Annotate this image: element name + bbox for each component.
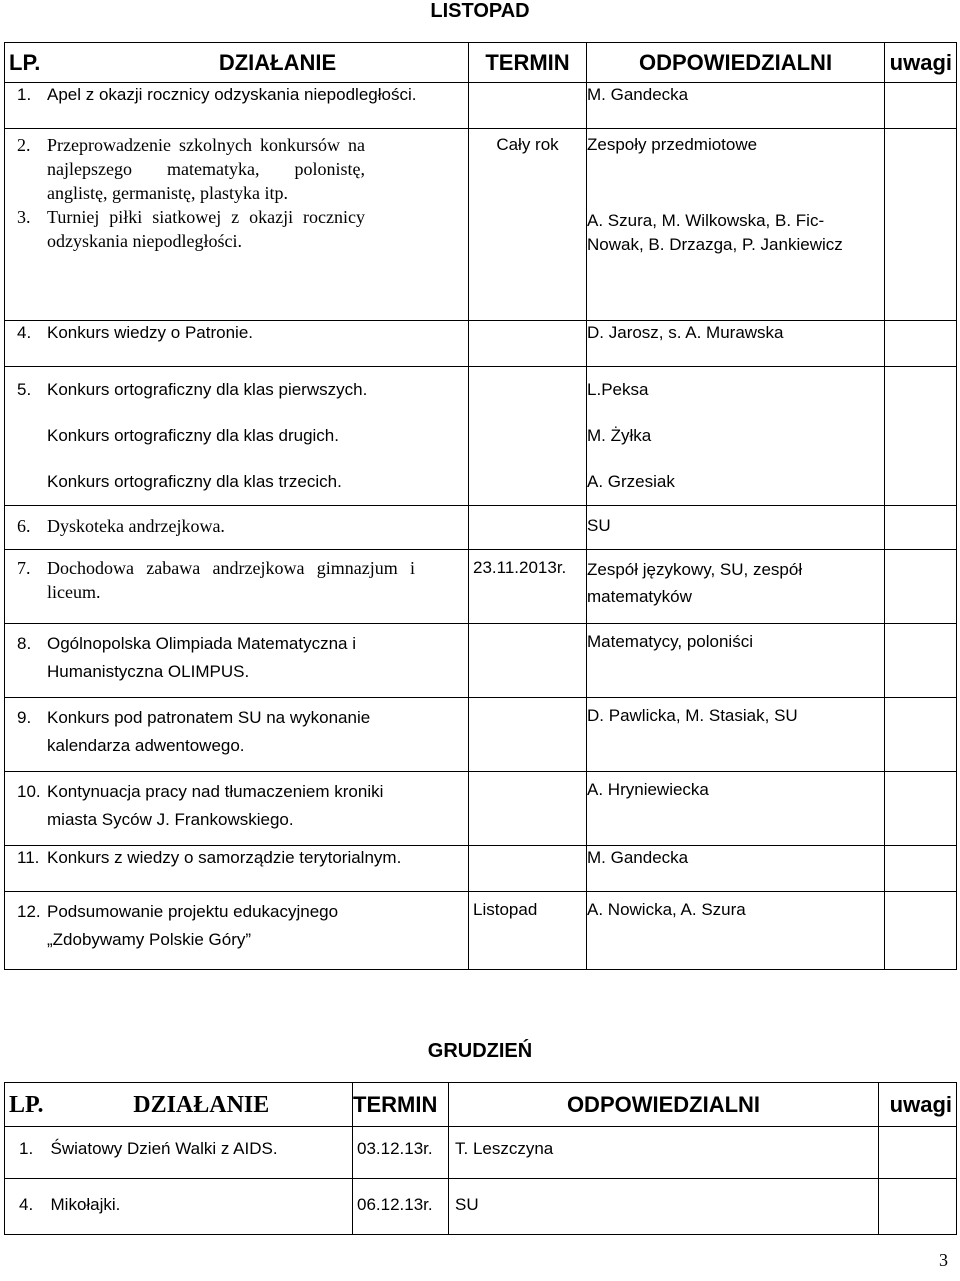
row-responsible: Zespół językowy, SU, zespół (587, 560, 803, 579)
row-term: 03.12.13r. (353, 1127, 449, 1179)
november-title: LISTOPAD (430, 0, 530, 22)
november-table (4, 42, 957, 970)
row-action: Humanistyczna OLIMPUS. (47, 662, 250, 681)
row-action: Konkurs ortograficzny dla klas drugich. (47, 426, 339, 445)
december-table (4, 1082, 957, 1235)
table-row (5, 772, 957, 846)
row-responsible: D. Jarosz, s. A. Murawska (587, 321, 885, 367)
table-row (5, 129, 957, 321)
row-responsible: L.Peksa (587, 380, 649, 399)
row-action: miasta Syców J. Frankowskiego. (47, 810, 294, 829)
row-number: 12. (17, 902, 41, 921)
row-number: 3. (17, 207, 31, 227)
header-responsible: ODPOWIEDZIALNI (587, 43, 885, 83)
row-action: Apel z okazji rocznicy odzyskania niepodległości. (47, 85, 417, 104)
header-lp: LP. (9, 49, 41, 75)
row-number: 4. (17, 323, 32, 342)
header-action: DZIAŁANIE (218, 49, 337, 75)
header-lp: LP. (5, 1083, 51, 1127)
table-row (5, 1179, 957, 1235)
header-term: TERMIN (353, 1083, 449, 1127)
table-row (5, 550, 957, 624)
row-responsible: Matematycy, poloniści (587, 624, 885, 698)
header-notes: uwagi (879, 1083, 957, 1127)
table-row (5, 698, 957, 772)
table-row (5, 892, 957, 970)
header-cell (5, 43, 469, 83)
row-number: 4. (5, 1179, 51, 1235)
row-responsible: A. Hryniewiecka (587, 772, 885, 846)
row-number: 7. (17, 558, 31, 578)
page-number: 3 (939, 1250, 948, 1270)
row-action: Dyskoteka andrzejkowa. (47, 516, 225, 536)
row-responsible: T. Leszczyna (449, 1127, 879, 1179)
row-responsible: A. Nowicka, A. Szura (587, 892, 885, 970)
row-action: Kontynuacja pracy nad tłumaczeniem kroniki (47, 782, 384, 801)
row-responsible: SU (449, 1179, 879, 1235)
row-number: 1. (5, 1127, 51, 1179)
row-action: „Zdobywamy Polskie Góry” (47, 930, 252, 949)
row-number: 2. (17, 135, 31, 155)
row-responsible: matematyków (587, 587, 692, 606)
header-responsible: ODPOWIEDZIALNI (449, 1083, 879, 1127)
table-header-row (5, 1083, 957, 1127)
row-responsible: Nowak, B. Drzazga, P. Jankiewicz (587, 235, 843, 254)
row-action: kalendarza adwentowego. (47, 736, 245, 755)
row-responsible: M. Gandecka (587, 846, 885, 892)
row-action: Turniej piłki siatkowej z okazji rocznicy odzyskania niepodległości. (47, 207, 365, 251)
row-action: Konkurs z wiedzy o samorządzie terytorialnym. (47, 848, 402, 867)
row-responsible: SU (587, 506, 885, 550)
row-action: Przeprowadzenie szkolnych konkursów na najlepszego matematyka, polonistę, anglistę, germanistę, plastyka itp. (47, 135, 365, 203)
table-row (5, 367, 957, 506)
header-notes: uwagi (885, 43, 957, 83)
row-responsible: Zespoły przedmiotowe (587, 135, 758, 154)
row-number: 8. (17, 634, 32, 653)
row-responsible: M. Gandecka (587, 83, 885, 129)
row-term: Listopad (469, 892, 587, 970)
table-row (5, 624, 957, 698)
table-row (5, 321, 957, 367)
table-header-row (5, 43, 957, 83)
row-responsible: A. Szura, M. Wilkowska, B. Fic- (587, 211, 825, 230)
row-number: 11. (17, 848, 40, 867)
row-action: Mikołajki. (51, 1179, 353, 1235)
row-action: Konkurs ortograficzny dla klas trzecich. (47, 472, 342, 491)
row-term: 23.11.2013r. (469, 550, 587, 624)
row-number: 10. (17, 782, 41, 801)
row-number: 5. (17, 380, 32, 399)
december-title: GRUDZIEŃ (427, 1040, 533, 1062)
row-responsible: A. Grzesiak (587, 472, 675, 491)
row-number: 6. (17, 516, 31, 536)
row-action: Konkurs pod patronatem SU na wykonanie (47, 708, 371, 727)
row-term: Cały rok (469, 129, 587, 321)
header-action: DZIAŁANIE (51, 1083, 353, 1127)
header-term: TERMIN (469, 43, 587, 83)
row-responsible: M. Żyłka (587, 426, 652, 445)
table-row (5, 506, 957, 550)
row-number: 9. (17, 708, 32, 727)
row-action: Dochodowa zabawa andrzejkowa gimnazjum i liceum. (47, 558, 415, 602)
row-action: Ogólnopolska Olimpiada Matematyczna i (47, 634, 356, 653)
row-action: Podsumowanie projektu edukacyjnego (47, 902, 339, 921)
row-action: Światowy Dzień Walki z AIDS. (51, 1127, 353, 1179)
row-number: 1. (17, 85, 32, 104)
table-row (5, 83, 957, 129)
row-action: Konkurs ortograficzny dla klas pierwszych. (47, 380, 368, 399)
table-row (5, 1127, 957, 1179)
row-action: Konkurs wiedzy o Patronie. (47, 323, 253, 342)
row-responsible: D. Pawlicka, M. Stasiak, SU (587, 698, 885, 772)
row-term: 06.12.13r. (353, 1179, 449, 1235)
table-row (5, 846, 957, 892)
